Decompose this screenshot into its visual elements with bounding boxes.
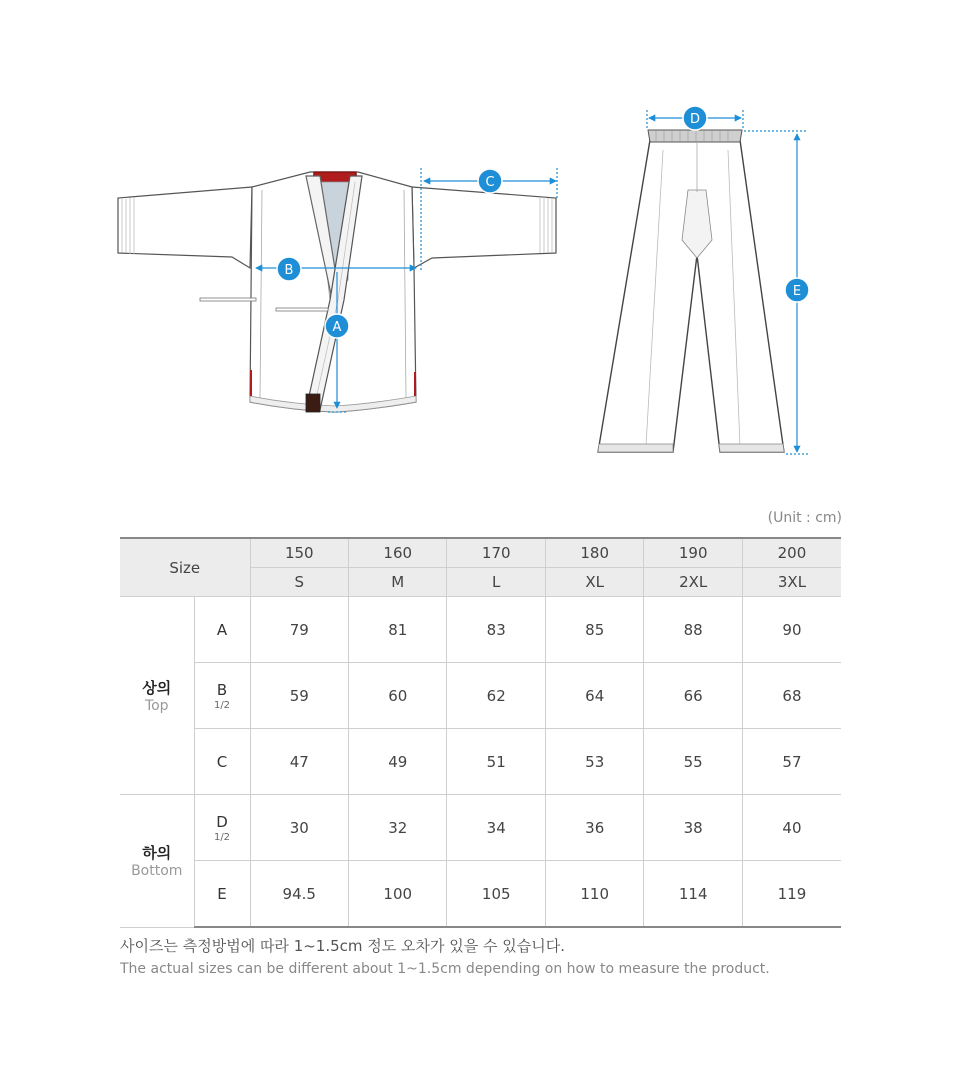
value-cell: 60 bbox=[349, 663, 447, 729]
value-cell: 85 bbox=[545, 597, 643, 663]
size-cell: XL bbox=[545, 568, 643, 597]
size-cell: S bbox=[250, 568, 348, 597]
value-cell: 36 bbox=[545, 795, 643, 861]
row-label-b: B 1/2 bbox=[194, 663, 250, 729]
half-mark: 1/2 bbox=[213, 831, 231, 843]
value-cell: 119 bbox=[742, 861, 841, 928]
table-row bbox=[120, 597, 841, 663]
value-cell: 51 bbox=[447, 729, 545, 795]
value-cell: 49 bbox=[349, 729, 447, 795]
height-cell: 150 bbox=[250, 538, 348, 568]
value-cell: 62 bbox=[447, 663, 545, 729]
unit-label: (Unit : cm) bbox=[767, 510, 842, 526]
svg-text:B: B bbox=[284, 263, 294, 278]
value-cell: 66 bbox=[644, 663, 742, 729]
marker-c bbox=[478, 169, 502, 193]
value-cell: 59 bbox=[250, 663, 348, 729]
value-cell: 83 bbox=[447, 597, 545, 663]
marker-e bbox=[785, 278, 809, 302]
size-cell: 2XL bbox=[644, 568, 742, 597]
value-cell: 81 bbox=[349, 597, 447, 663]
value-cell: 94.5 bbox=[250, 861, 348, 928]
half-mark: 1/2 bbox=[213, 699, 231, 711]
group-bottom-cell bbox=[120, 795, 194, 928]
value-cell: 110 bbox=[545, 861, 643, 928]
height-cell: 160 bbox=[349, 538, 447, 568]
value-cell: 79 bbox=[250, 597, 348, 663]
height-cell: 180 bbox=[545, 538, 643, 568]
table-row bbox=[120, 861, 841, 928]
table-row bbox=[120, 795, 841, 861]
measurement-diagram bbox=[0, 0, 962, 500]
value-cell: 57 bbox=[742, 729, 841, 795]
group-top-ko: 상의 bbox=[142, 679, 172, 697]
row-label-d: D 1/2 bbox=[194, 795, 250, 861]
table-row bbox=[120, 729, 841, 795]
value-cell: 47 bbox=[250, 729, 348, 795]
value-cell: 34 bbox=[447, 795, 545, 861]
group-top-cell bbox=[120, 597, 194, 795]
value-cell: 100 bbox=[349, 861, 447, 928]
size-header-cell: Size bbox=[120, 538, 250, 597]
value-cell: 88 bbox=[644, 597, 742, 663]
svg-text:E: E bbox=[792, 284, 802, 299]
value-cell: 53 bbox=[545, 729, 643, 795]
size-cell: L bbox=[447, 568, 545, 597]
marker-b bbox=[277, 257, 301, 281]
value-cell: 90 bbox=[742, 597, 841, 663]
value-cell: 32 bbox=[349, 795, 447, 861]
svg-text:A: A bbox=[332, 320, 342, 335]
note-korean: 사이즈는 측정방법에 따라 1~1.5cm 정도 오차가 있을 수 있습니다. bbox=[120, 937, 566, 955]
value-cell: 105 bbox=[447, 861, 545, 928]
row-label-e: E bbox=[194, 861, 250, 928]
value-cell: 114 bbox=[644, 861, 742, 928]
svg-text:D: D bbox=[689, 112, 701, 127]
value-cell: 55 bbox=[644, 729, 742, 795]
height-cell: 200 bbox=[742, 538, 841, 568]
group-top-en: Top bbox=[144, 698, 169, 714]
size-cell: M bbox=[349, 568, 447, 597]
note-english: The actual sizes can be different about 1~1.5cm depending on how to measure the product. bbox=[120, 961, 770, 977]
value-cell: 68 bbox=[742, 663, 841, 729]
value-cell: 64 bbox=[545, 663, 643, 729]
group-bottom-ko: 하의 bbox=[142, 844, 172, 863]
value-cell: 30 bbox=[250, 795, 348, 861]
table-row bbox=[120, 663, 841, 729]
pants-illustration bbox=[598, 130, 784, 452]
marker-a bbox=[325, 314, 349, 338]
size-cell: 3XL bbox=[742, 568, 841, 597]
group-bottom-en: Bottom bbox=[131, 863, 183, 880]
marker-d bbox=[683, 106, 707, 130]
svg-text:C: C bbox=[485, 175, 495, 190]
size-table bbox=[120, 537, 841, 928]
height-cell: 190 bbox=[644, 538, 742, 568]
value-cell: 40 bbox=[742, 795, 841, 861]
value-cell: 38 bbox=[644, 795, 742, 861]
row-label-a: A bbox=[194, 597, 250, 663]
height-cell: 170 bbox=[447, 538, 545, 568]
row-label-c: C bbox=[194, 729, 250, 795]
table-header-row-heights bbox=[120, 538, 841, 568]
